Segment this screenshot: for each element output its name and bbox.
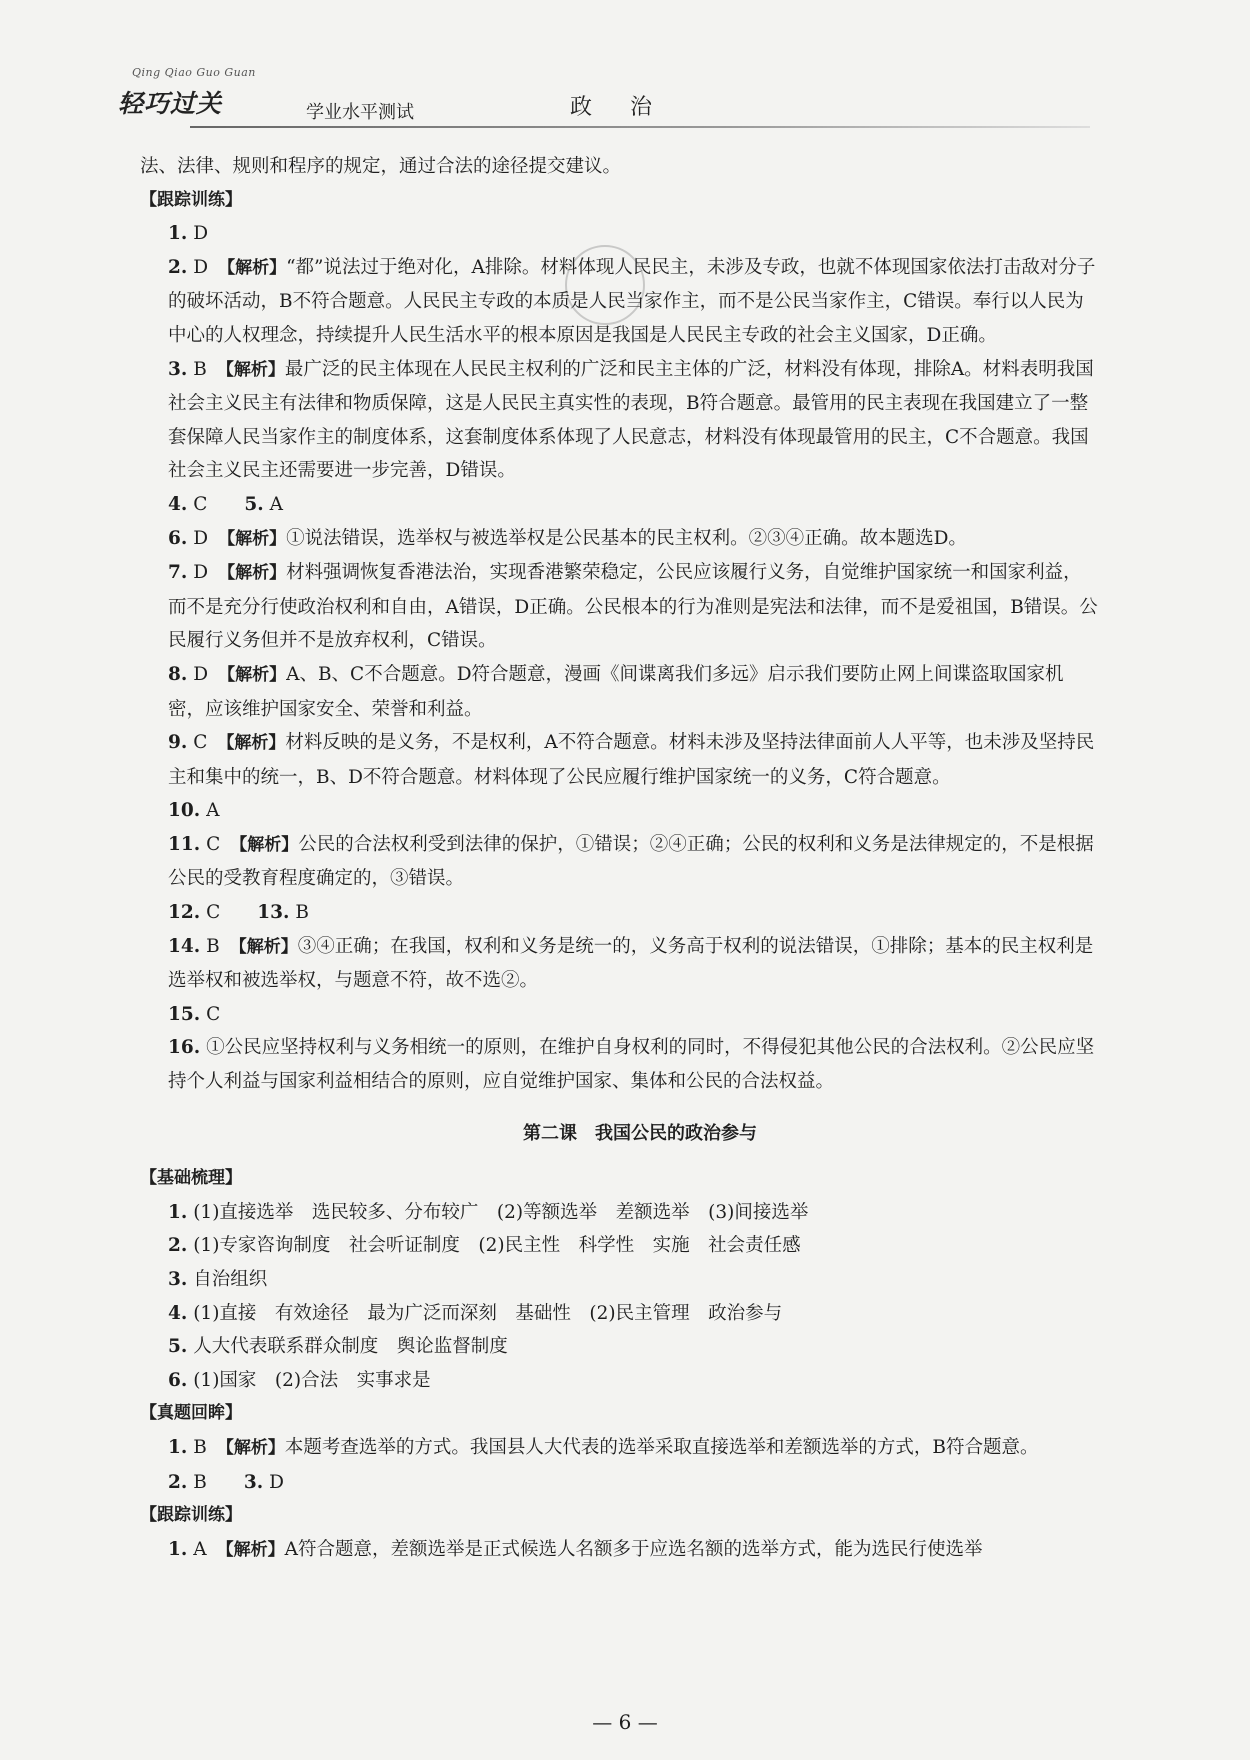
question-number: 1. — [168, 223, 188, 245]
question-number: 2. — [168, 256, 188, 278]
answer-item — [140, 488, 1100, 522]
section-heading-text: 【跟踪训练】 — [140, 189, 242, 210]
question-number: 1. — [168, 1538, 188, 1560]
answer-item — [140, 1196, 1100, 1230]
answer-choice: D — [193, 663, 209, 685]
answer-item — [140, 1431, 1100, 1466]
answer-item — [140, 726, 1100, 794]
section-heading-text: 【跟踪训练】 — [140, 1505, 242, 1526]
answer-choice: D — [193, 256, 209, 278]
section-heading — [140, 1162, 1100, 1196]
answer-choice: C — [206, 833, 221, 855]
answer-text: 本题考查选举的方式。我国县人大代表的选举采取直接选举和差额选举的方式，B符合题意。 — [284, 1436, 1039, 1458]
question-number: 5. — [168, 1336, 188, 1358]
question-number: 6. — [168, 527, 188, 549]
answer-text: 公民的合法权利受到法律的保护，①错误；②④正确；公民的权利和义务是法律规定的，不是根据公民的受教育程度确定的，③错误。 — [168, 833, 1094, 890]
question-number: 3. — [168, 358, 188, 380]
section-heading — [140, 1397, 1100, 1431]
subject-title: 政治 — [570, 95, 691, 120]
section-heading — [140, 1499, 1100, 1533]
analysis-tag: 【解析】 — [238, 936, 298, 957]
analysis-tag: 【解析】 — [225, 1539, 285, 1560]
question-number: 3. — [243, 1471, 264, 1493]
answer-text: (1)专家咨询制度 社会听证制度 (2)民主性 科学性 实施 社会责任感 — [193, 1235, 801, 1257]
answer-text: 人大代表联系群众制度 舆论监督制度 — [193, 1336, 508, 1358]
answer-item — [140, 1330, 1100, 1364]
question-number: 1. — [168, 1201, 188, 1223]
analysis-tag: 【解析】 — [226, 257, 287, 278]
book-subtitle: 学业水平测试 — [306, 102, 414, 123]
question-number: 1. — [168, 1436, 188, 1458]
answer-choice: B — [206, 935, 220, 957]
question-number: 11. — [168, 833, 201, 855]
analysis-tag: 【解析】 — [238, 834, 299, 855]
question-number: 13. — [257, 902, 290, 924]
logo-script: Qing Qiao Guo Guan — [132, 66, 256, 79]
question-number: 14. — [168, 935, 201, 957]
answer-text: ③④正确；在我国，权利和义务是统一的，义务高于权利的说法错误，①排除；基本的民主权利是选举权和被选举权，与题意不符，故不选②。 — [168, 935, 1094, 992]
answer-choice: C — [193, 493, 208, 515]
analysis-tag: 【解析】 — [226, 664, 287, 685]
answer-text: A、B、C不合题意。D符合题意，漫画《间谍离我们多远》启示我们要防止网上间谍盗取国家机密，应该维护国家安全、荣誉和利益。 — [168, 663, 1064, 720]
question-number: 16. — [168, 1037, 201, 1059]
answer-item — [140, 556, 1100, 658]
answer-item — [140, 1263, 1100, 1297]
answer-choice: C — [193, 732, 208, 754]
answer-item — [140, 828, 1100, 896]
answer-item — [140, 1229, 1100, 1263]
analysis-tag: 【解析】 — [226, 528, 287, 549]
answer-choice: B — [193, 1471, 207, 1493]
question-number: 6. — [168, 1369, 188, 1391]
page-header — [110, 60, 1120, 130]
header-rule — [190, 126, 1090, 128]
analysis-tag: 【解析】 — [225, 1437, 285, 1458]
question-number: 3. — [168, 1269, 188, 1290]
answer-choice: D — [269, 1471, 284, 1493]
answer-text: (1)国家 (2)合法 实事求是 — [193, 1369, 431, 1391]
answer-text: 材料强调恢复香港法治，实现香港繁荣稳定，公民应该履行义务，自觉维护国家统一和国家利益，而不是充分行使政治权利和自由，A错误，D正确。公民根本的行为准则是宪法和法律，而不是爱祖国，B错误。公民履行义务但并不是放弃权利，C错误。 — [168, 562, 1098, 652]
answer-item — [140, 1031, 1100, 1098]
page-number: — 6 — — [592, 1710, 658, 1734]
analysis-tag: 【解析】 — [225, 359, 285, 380]
question-number: 12. — [168, 902, 201, 924]
answer-item — [140, 217, 1100, 251]
lesson-title-text: 第二课 我国公民的政治参与 — [523, 1122, 757, 1144]
answer-choice: B — [193, 358, 207, 380]
answer-item — [140, 1297, 1100, 1331]
answer-choice: C — [206, 1003, 221, 1025]
answer-choice: D — [193, 223, 209, 245]
answer-choice: B — [193, 1436, 207, 1458]
answer-text: 最广泛的民主体现在人民民主权利的广泛和民主主体的广泛，材料没有体现，排除A。材料表明我国社会主义民主有法律和物质保障，这是人民民主真实性的表现，B符合题意。最管用的民主表现在我国建立了一整套保障人民当家作主的制度体系，这套制度体系体现了人民意志，材料没有体现最管用的民主，C不合题意。我国社会主义民主还需要进一步完善，D错误。 — [168, 358, 1094, 482]
answer-choice: B — [295, 902, 309, 924]
answer-item — [140, 1466, 1100, 1500]
answer-text: A符合题意，差额选举是正式候选人名额多于应选名额的选举方式，能为选民行使选举 — [284, 1538, 983, 1560]
text-line — [140, 150, 1100, 184]
question-number: 4. — [168, 1302, 188, 1324]
answer-item — [140, 522, 1100, 557]
answer-item — [140, 896, 1100, 930]
lesson-title — [140, 1117, 1100, 1151]
answer-choice: D — [193, 527, 209, 549]
answer-item — [140, 1533, 1100, 1568]
answer-item — [140, 658, 1100, 726]
answer-item — [140, 998, 1100, 1032]
question-number: 15. — [168, 1003, 201, 1025]
question-number: 5. — [244, 493, 264, 515]
question-number: 9. — [168, 732, 188, 754]
answer-item — [140, 794, 1100, 828]
answer-text: “都”说法过于绝对化，A排除。材料体现人民民主，未涉及专政，也就不体现国家依法打击敌对分子的破坏活动，B不符合题意。人民民主专政的本质是人民当家作主，而不是公民当家作主，C错误。奉行以人民为中心的人权理念，持续提升人民生活水平的根本原因是我国是人民民主专政的社会主义国家，D正确。 — [168, 256, 1096, 346]
line-text: 法、法律、规则和程序的规定，通过合法的途径提交建议。 — [140, 156, 622, 177]
answer-choice: C — [206, 902, 221, 924]
answer-item — [140, 353, 1100, 488]
answer-choice: A — [193, 1538, 207, 1560]
question-number: 2. — [168, 1235, 188, 1257]
question-number: 10. — [168, 800, 201, 822]
section-heading — [140, 184, 1100, 218]
answer-choice: D — [193, 562, 209, 584]
answer-text: 材料反映的是义务，不是权利，A不符合题意。材料未涉及坚持法律面前人人平等，也未涉及坚持民主和集中的统一，B、D不符合题意。材料体现了公民应履行维护国家统一的义务，C符合题意。 — [168, 732, 1095, 788]
answer-choice: A — [206, 800, 220, 822]
answer-text: ①公民应坚持权利与义务相统一的原则，在维护自身权利的同时，不得侵犯其他公民的合法权利。②公民应坚持个人利益与国家利益相结合的原则，应自觉维护国家、集体和公民的合法权益。 — [168, 1037, 1095, 1093]
answer-item — [140, 930, 1100, 998]
analysis-tag: 【解析】 — [226, 563, 287, 584]
section-heading-text: 【基础梳理】 — [140, 1168, 242, 1189]
logo: 轻巧过关 — [118, 89, 223, 118]
answer-choice: A — [269, 493, 283, 515]
answer-item — [140, 251, 1100, 353]
answer-text: 自治组织 — [193, 1269, 268, 1290]
answer-text: (1)直接选举 选民较多、分布较广 (2)等额选举 差额选举 (3)间接选举 — [193, 1201, 809, 1223]
answer-content — [140, 150, 1100, 1567]
question-number: 2. — [168, 1471, 188, 1493]
answer-text: (1)直接 有效途径 最为广泛而深刻 基础性 (2)民主管理 政治参与 — [193, 1302, 783, 1324]
section-heading-text: 【真题回眸】 — [140, 1403, 242, 1424]
question-number: 4. — [168, 493, 188, 515]
question-number: 7. — [168, 562, 188, 584]
question-number: 8. — [168, 663, 188, 685]
answer-text: ①说法错误，选举权与被选举权是公民基本的民主权利。②③④正确。故本题选D。 — [286, 527, 967, 549]
analysis-tag: 【解析】 — [225, 733, 286, 754]
answer-item — [140, 1364, 1100, 1398]
